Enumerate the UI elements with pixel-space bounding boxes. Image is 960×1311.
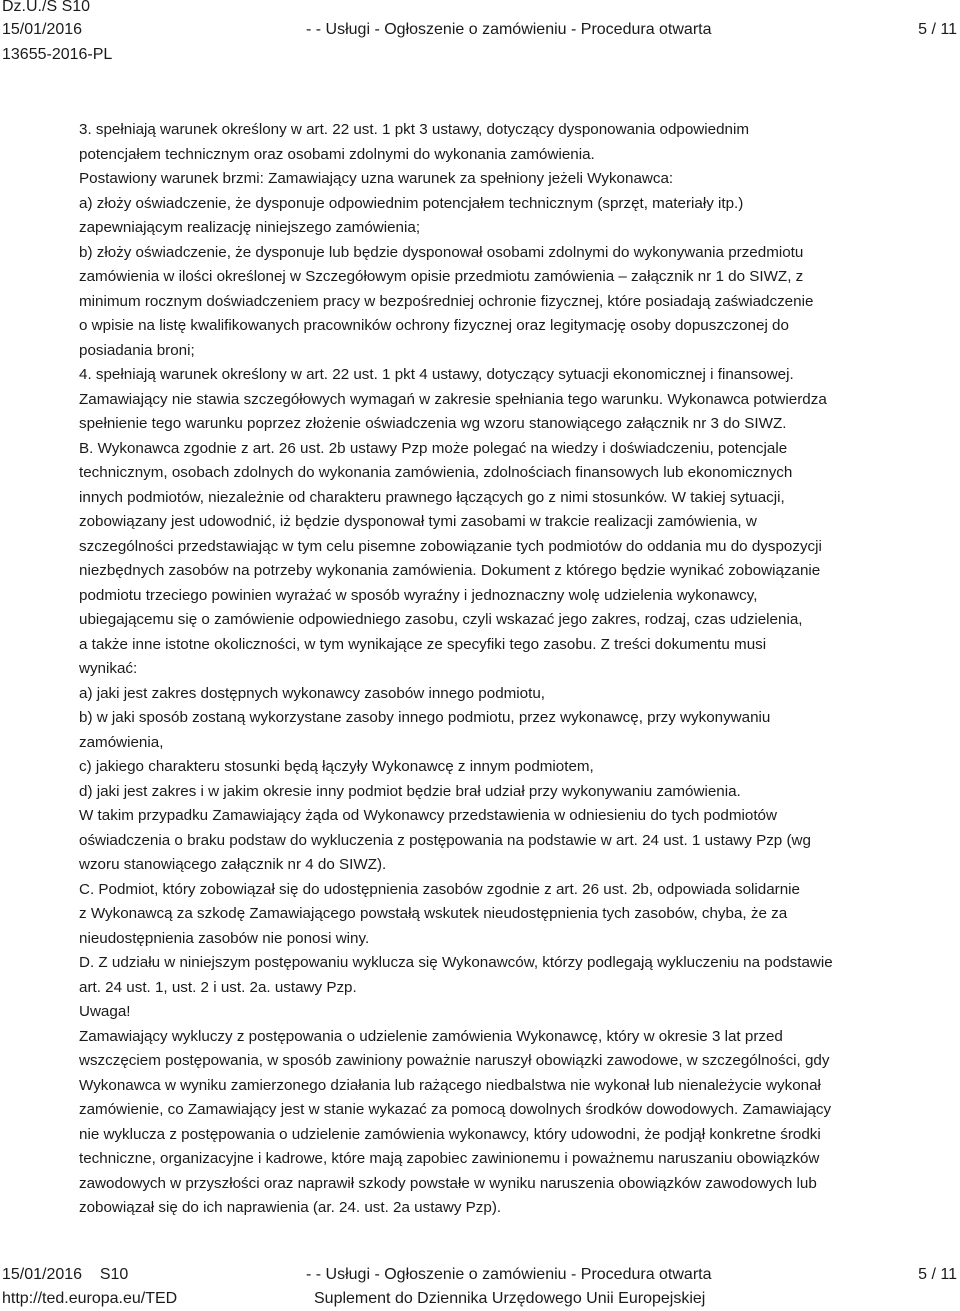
body-line: zamówienia w ilości określonej w Szczegółowym opisie przedmiotu zamówienia – załącznik nr 1 do SIWZ, z	[79, 268, 804, 285]
body-line: zobowiązał się do ich naprawienia (ar. 24. ust. 2a ustawy Pzp).	[79, 1199, 502, 1216]
body-line: zawodowych w przyszłości oraz naprawił szkody powstałe w wyniku naruszenia obowiązków zawodowych lub	[79, 1174, 817, 1192]
header-page-number: 5 / 11	[918, 21, 957, 38]
body-line: 4. spełniają warunek określony w art. 22 ust. 1 pkt 4 ustawy, dotyczący sytuacji ekonomicznej i finansowej.	[79, 366, 794, 383]
body-line: a) jaki jest zakres dostępnych wykonawcy zasobów innego podmiotu,	[79, 684, 545, 702]
header-date: 15/01/2016	[2, 21, 83, 38]
body-line: 3. spełniają warunek określony w art. 22 ust. 1 pkt 3 ustawy, dotyczący dysponowania odpowiednim	[79, 121, 750, 138]
body-line: zapewniającym realizację niniejszego zamówienia;	[79, 219, 421, 236]
body-line: D. Z udziału w niniejszym postępowaniu wyklucza się Wykonawców, którzy podlegają wykluczeniu na podstawie	[79, 954, 833, 971]
body-line: szczególności przedstawiając w tym celu pisemne zobowiązanie tych podmiotów do oddania mu do dyspozycji	[79, 537, 822, 555]
body-line: wzoru stanowiącego załącznik nr 4 do SIWZ).	[79, 856, 387, 873]
notice-body	[79, 118, 959, 1221]
footer-notice-title: - - Usługi - Ogłoszenie o zamówieniu - Procedura otwarta	[306, 1266, 712, 1283]
body-line: Postawiony warunek brzmi: Zamawiający uzna warunek za spełniony jeżeli Wykonawca:	[79, 170, 674, 187]
body-line: innych podmiotów, niezależnie od charakteru prawnego łączących go z nimi stosunków. W takiej sytuacji,	[79, 488, 785, 506]
body-line: b) złoży oświadczenie, że dysponuje lub będzie dysponował osobami zdolnymi do wykonywania przedmiotu	[79, 243, 804, 261]
footer-url-link[interactable]: http://ted.europa.eu/TED	[2, 1290, 178, 1307]
body-line: o wpisie na listę kwalifikowanych pracowników ochrony fizycznej oraz legitymację osoby dopuszczonej do	[79, 317, 789, 334]
body-line: spełnienie tego warunku poprzez złożenie oświadczenia wg wzoru stanowiącego załącznik nr 3 do SIWZ.	[79, 415, 787, 432]
body-line: Zamawiający nie stawia szczegółowych wymagań w zakresie spełniania tego warunku. Wykonawca potwierdza	[79, 390, 827, 408]
body-line: potencjałem technicznym oraz osobami zdolnymi do wykonania zamówienia.	[79, 145, 595, 163]
body-line: Wykonawca w wyniku zamierzonego działania lub rażącego niedbalstwa nie wykonał lub nienależycie wykonał	[79, 1076, 821, 1094]
body-line: B. Wykonawca zgodnie z art. 26 ust. 2b ustawy Pzp może polegać na wiedzy i doświadczeniu, potencjale	[79, 439, 788, 457]
body-line: technicznym, osobach zdolnych do wykonania zamówienia, zdolnościach finansowych lub ekonomicznych	[79, 464, 793, 481]
body-line: d) jaki jest zakres i w jakim okresie inny podmiot będzie brał udział przy wykonywaniu zamówienia.	[79, 782, 741, 800]
body-line: podmiotu trzeciego powinien wyrażać w sposób wyraźny i jednoznaczny wolę udzielenia wykonawcy,	[79, 586, 758, 604]
body-line: posiadania broni;	[79, 341, 195, 359]
body-line: zamówienie, co Zamawiający jest w stanie wykazać za pomocą dowolnych środków dowodowych. Zamawiający	[79, 1101, 832, 1118]
header-notice-number: 13655-2016-PL	[2, 46, 113, 63]
body-line: z Wykonawcą za szkodę Zamawiającego powstałą wskutek nieudostępnienia tych zasobów, chyba, że za	[79, 905, 788, 922]
body-line: art. 24 ust. 1, ust. 2 i ust. 2a. ustawy Pzp.	[79, 978, 357, 996]
body-line: zamówienia,	[79, 733, 164, 751]
body-line: W takim przypadku Zamawiający żąda od Wykonawcy przedstawienia w odniesieniu do tych podmiotów	[79, 807, 777, 824]
header-journal: Dz.U./S S10	[2, 0, 91, 15]
body-line: ubiegającemu się o zamówienie odpowiedniego zasobu, czyli wskazać jego zakres, rodzaj, czas udzielenia,	[79, 611, 803, 628]
body-line: a także inne istotne okoliczności, w tym wynikające ze specyfiki tego zasobu. Z treści dokumentu musi	[79, 635, 767, 653]
body-line: nie wyklucza z postępowania o udzielenie zamówienia wykonawcy, który udowodni, że podjął konkretne środki	[79, 1125, 821, 1143]
body-line: niezbędnych zasobów na potrzeby wykonania zamówienia. Dokument z którego będzie wynikać zobowiązanie	[79, 562, 821, 579]
body-line: Zamawiający wykluczy z postępowania o udzielenie zamówienia Wykonawcę, który w okresie 3 lat przed	[79, 1027, 783, 1045]
body-line: a) złoży oświadczenie, że dysponuje odpowiednim potencjałem technicznym (sprzęt, materiały itp.)	[79, 194, 744, 212]
body-line: C. Podmiot, który zobowiązał się do udostępnienia zasobów zgodnie z art. 26 ust. 2b, odpowiada solidarnie	[79, 880, 800, 898]
body-line: wynikać:	[79, 660, 138, 677]
body-line: wszczęciem postępowania, w sposób zawiniony poważnie naruszył obowiązki zawodowe, w szczególności, gdy	[79, 1052, 830, 1069]
body-line: minimum rocznym doświadczeniem pracy w bezpośredniej ochronie fizycznej, które posiadają zaświadczenie	[79, 292, 814, 310]
body-line: b) w jaki sposób zostaną wykorzystane zasoby innego podmiotu, przez wykonawcę, przy wykonywaniu	[79, 709, 771, 726]
body-line: oświadczenia o braku podstaw do wykluczenia z postępowania na podstawie w art. 24 ust. 1 ustawy Pzp (wg	[79, 831, 811, 849]
header-notice-title: - - Usługi - Ogłoszenie o zamówieniu - Procedura otwarta	[306, 21, 712, 38]
body-line: Uwaga!	[79, 1003, 131, 1020]
body-line: techniczne, organizacyjne i kadrowe, które mają zapobiec zawinionemu i poważnemu naruszaniu obowiązków	[79, 1150, 820, 1167]
body-line: c) jakiego charakteru stosunki będą łączyły Wykonawcę z innym podmiotem,	[79, 758, 594, 775]
footer-page-number: 5 / 11	[918, 1266, 957, 1283]
footer-supplement: Suplement do Dziennika Urzędowego Unii Europejskiej	[314, 1290, 706, 1307]
footer-date-series: 15/01/2016 S10	[2, 1266, 129, 1283]
body-line: nieudostępnienia zasobów nie ponosi winy.	[79, 929, 370, 947]
body-line: zobowiązany jest udowodnić, iż będzie dysponował tymi zasobami w trakcie realizacji zamówienia, w	[79, 513, 757, 530]
